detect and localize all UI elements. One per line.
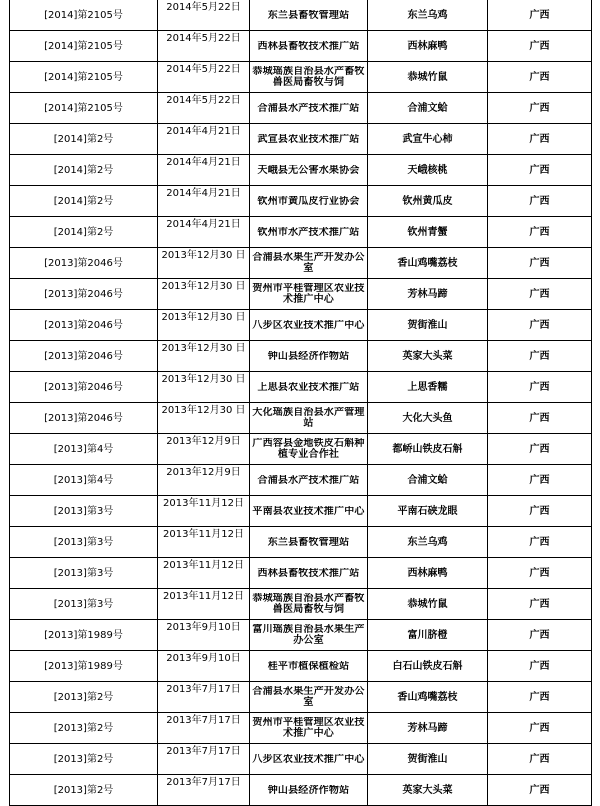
region-cell: 广西 [488, 403, 592, 434]
region-cell: 广西 [488, 62, 592, 93]
doc-number-cell: [2013]第3号 [10, 589, 158, 620]
approval-date-cell: 2013年7月17日 [158, 713, 250, 744]
doc-number-cell: [2014]第2号 [10, 124, 158, 155]
approval-date-cell: 2013年11月12日 [158, 589, 250, 620]
doc-number-cell: [2014]第2105号 [10, 31, 158, 62]
applicant-org-text: 八步区农业技术推广中心 [252, 753, 365, 765]
applicant-org-text: 西林县畜牧技术推广站 [257, 567, 360, 579]
approval-date-cell: 2013年12月30 日 [158, 341, 250, 372]
applicant-org-cell [250, 248, 368, 279]
doc-number-cell: [2013]第2号 [10, 713, 158, 744]
applicant-org-text: 恭城瑶族自治县水产畜牧兽医局畜牧与饲 [252, 593, 365, 615]
doc-number-cell: [2013]第2046号 [10, 279, 158, 310]
product-name-cell: 英家大头菜 [368, 775, 488, 806]
applicant-org-text: 合浦县水果生产开发办公室 [252, 252, 365, 274]
table-row [10, 248, 592, 279]
applicant-org-cell [250, 341, 368, 372]
approval-date-cell: 2013年7月17日 [158, 775, 250, 806]
approval-date-cell: 2013年12月30 日 [158, 248, 250, 279]
approval-date-cell: 2013年7月17日 [158, 744, 250, 775]
approval-date-cell: 2014年5月22日 [158, 0, 250, 31]
approval-date-cell: 2013年9月10日 [158, 651, 250, 682]
applicant-org-text: 上思县农业技术推广站 [257, 381, 360, 393]
region-cell: 广西 [488, 310, 592, 341]
region-cell: 广西 [488, 372, 592, 403]
product-name-cell: 合浦文蛤 [368, 93, 488, 124]
applicant-org-text: 天峨县无公害水果协会 [257, 164, 360, 176]
applicant-org-text: 广西容县金地铁皮石斛种植专业合作社 [252, 438, 365, 460]
applicant-org-cell [250, 527, 368, 558]
table-row [10, 682, 592, 713]
table-row [10, 93, 592, 124]
approval-date-cell: 2014年4月21日 [158, 155, 250, 186]
doc-number-cell: [2013]第1989号 [10, 651, 158, 682]
doc-number-cell: [2013]第2046号 [10, 403, 158, 434]
applicant-org-cell [250, 496, 368, 527]
doc-number-cell: [2013]第2046号 [10, 341, 158, 372]
approval-date-cell: 2013年12月30 日 [158, 279, 250, 310]
applicant-org-text: 武宣县农业技术推广站 [257, 133, 360, 145]
applicant-org-text: 东兰县畜牧管理站 [267, 9, 350, 21]
doc-number-cell: [2014]第2号 [10, 186, 158, 217]
applicant-org-text: 西林县畜牧技术推广站 [257, 40, 360, 52]
doc-number-cell: [2014]第2号 [10, 155, 158, 186]
approval-date-cell: 2014年5月22日 [158, 62, 250, 93]
table-row [10, 124, 592, 155]
product-name-cell: 恭城竹鼠 [368, 589, 488, 620]
applicant-org-cell [250, 124, 368, 155]
table-row [10, 372, 592, 403]
applicant-org-text: 钦州市黄瓜皮行业协会 [257, 195, 360, 207]
table-row [10, 558, 592, 589]
region-cell: 广西 [488, 186, 592, 217]
approval-date-cell: 2013年11月12日 [158, 496, 250, 527]
registration-table [9, 0, 592, 806]
applicant-org-text: 合浦县水果生产开发办公室 [252, 686, 365, 708]
product-name-cell: 武宣牛心柿 [368, 124, 488, 155]
applicant-org-cell [250, 620, 368, 651]
approval-date-cell: 2013年12月9日 [158, 434, 250, 465]
applicant-org-text: 东兰县畜牧管理站 [267, 536, 350, 548]
applicant-org-cell [250, 434, 368, 465]
applicant-org-cell [250, 217, 368, 248]
region-cell: 广西 [488, 0, 592, 31]
product-name-cell: 平南石硖龙眼 [368, 496, 488, 527]
approval-date-cell: 2013年12月30 日 [158, 372, 250, 403]
table-row [10, 589, 592, 620]
product-name-cell: 大化大头鱼 [368, 403, 488, 434]
doc-number-cell: [2013]第2号 [10, 775, 158, 806]
applicant-org-cell [250, 775, 368, 806]
table-row [10, 775, 592, 806]
applicant-org-text: 恭城瑶族自治县水产畜牧兽医局畜牧与饲 [252, 66, 365, 88]
region-cell: 广西 [488, 341, 592, 372]
doc-number-cell: [2014]第2105号 [10, 93, 158, 124]
doc-number-cell: [2013]第4号 [10, 434, 158, 465]
applicant-org-cell [250, 682, 368, 713]
region-cell: 广西 [488, 775, 592, 806]
applicant-org-cell [250, 155, 368, 186]
table-row [10, 62, 592, 93]
approval-date-cell: 2014年4月21日 [158, 124, 250, 155]
region-cell: 广西 [488, 248, 592, 279]
applicant-org-text: 大化瑶族自治县水产管理站 [252, 407, 365, 429]
region-cell: 广西 [488, 496, 592, 527]
region-cell: 广西 [488, 558, 592, 589]
doc-number-cell: [2013]第3号 [10, 558, 158, 589]
doc-number-cell: [2013]第3号 [10, 527, 158, 558]
table-row [10, 0, 592, 31]
applicant-org-text: 钟山县经济作物站 [267, 784, 350, 796]
doc-number-cell: [2013]第2046号 [10, 310, 158, 341]
product-name-cell: 天峨核桃 [368, 155, 488, 186]
applicant-org-cell [250, 403, 368, 434]
table-row [10, 434, 592, 465]
product-name-cell: 上思香糯 [368, 372, 488, 403]
product-name-cell: 贺街淮山 [368, 310, 488, 341]
table-row [10, 186, 592, 217]
table-row [10, 465, 592, 496]
product-name-cell: 钦州青蟹 [368, 217, 488, 248]
region-cell: 广西 [488, 744, 592, 775]
doc-number-cell: [2013]第1989号 [10, 620, 158, 651]
region-cell: 广西 [488, 682, 592, 713]
applicant-org-cell [250, 713, 368, 744]
approval-date-cell: 2013年7月17日 [158, 682, 250, 713]
region-cell: 广西 [488, 465, 592, 496]
product-name-cell: 贺街淮山 [368, 744, 488, 775]
approval-date-cell: 2014年5月22日 [158, 31, 250, 62]
product-name-cell: 西林麻鸭 [368, 558, 488, 589]
table-row [10, 744, 592, 775]
table-row [10, 31, 592, 62]
applicant-org-cell [250, 558, 368, 589]
region-cell: 广西 [488, 651, 592, 682]
table-row [10, 155, 592, 186]
product-name-cell: 钦州黄瓜皮 [368, 186, 488, 217]
approval-date-cell: 2013年12月9日 [158, 465, 250, 496]
product-name-cell: 恭城竹鼠 [368, 62, 488, 93]
product-name-cell: 香山鸡嘴荔枝 [368, 682, 488, 713]
applicant-org-cell [250, 589, 368, 620]
doc-number-cell: [2013]第2046号 [10, 372, 158, 403]
table-row [10, 341, 592, 372]
applicant-org-cell [250, 31, 368, 62]
applicant-org-cell [250, 744, 368, 775]
region-cell: 广西 [488, 713, 592, 744]
applicant-org-cell [250, 62, 368, 93]
applicant-org-text: 贺州市平桂管理区农业技术推广中心 [252, 283, 365, 305]
applicant-org-cell [250, 186, 368, 217]
region-cell: 广西 [488, 155, 592, 186]
applicant-org-text: 合浦县水产技术推广站 [257, 102, 360, 114]
doc-number-cell: [2014]第2号 [10, 217, 158, 248]
product-name-cell: 英家大头菜 [368, 341, 488, 372]
table-row [10, 527, 592, 558]
region-cell: 广西 [488, 527, 592, 558]
product-name-cell: 芳林马蹄 [368, 279, 488, 310]
approval-date-cell: 2013年11月12日 [158, 527, 250, 558]
doc-number-cell: [2013]第2号 [10, 682, 158, 713]
product-name-cell: 芳林马蹄 [368, 713, 488, 744]
applicant-org-text: 八步区农业技术推广中心 [252, 319, 365, 331]
table-row [10, 403, 592, 434]
approval-date-cell: 2014年5月22日 [158, 93, 250, 124]
approval-date-cell: 2014年4月21日 [158, 217, 250, 248]
doc-number-cell: [2014]第2105号 [10, 62, 158, 93]
doc-number-cell: [2013]第3号 [10, 496, 158, 527]
doc-number-cell: [2013]第2046号 [10, 248, 158, 279]
table-body [10, 0, 592, 806]
doc-number-cell: [2014]第2105号 [10, 0, 158, 31]
product-name-cell: 富川脐橙 [368, 620, 488, 651]
region-cell: 广西 [488, 217, 592, 248]
region-cell: 广西 [488, 124, 592, 155]
approval-date-cell: 2013年11月12日 [158, 558, 250, 589]
doc-number-cell: [2013]第4号 [10, 465, 158, 496]
region-cell: 广西 [488, 93, 592, 124]
region-cell: 广西 [488, 589, 592, 620]
product-name-cell: 合浦文蛤 [368, 465, 488, 496]
approval-date-cell: 2014年4月21日 [158, 186, 250, 217]
approval-date-cell: 2013年9月10日 [158, 620, 250, 651]
applicant-org-cell [250, 372, 368, 403]
approval-date-cell: 2013年12月30 日 [158, 310, 250, 341]
applicant-org-text: 平南县农业技术推广中心 [252, 505, 365, 517]
region-cell: 广西 [488, 31, 592, 62]
applicant-org-cell [250, 279, 368, 310]
table-row [10, 496, 592, 527]
region-cell: 广西 [488, 434, 592, 465]
table-row [10, 620, 592, 651]
applicant-org-cell [250, 93, 368, 124]
table-row [10, 713, 592, 744]
table-row [10, 310, 592, 341]
product-name-cell: 香山鸡嘴荔枝 [368, 248, 488, 279]
applicant-org-text: 钦州市水产技术推广站 [257, 226, 360, 238]
product-name-cell: 西林麻鸭 [368, 31, 488, 62]
applicant-org-cell [250, 651, 368, 682]
doc-number-cell: [2013]第2号 [10, 744, 158, 775]
table-row [10, 279, 592, 310]
applicant-org-text: 富川瑶族自治县水果生产办公室 [252, 624, 365, 646]
applicant-org-text: 合浦县水产技术推广站 [257, 474, 360, 486]
region-cell: 广西 [488, 279, 592, 310]
product-name-cell: 东兰乌鸡 [368, 0, 488, 31]
table-row [10, 651, 592, 682]
product-name-cell: 都峤山铁皮石斛 [368, 434, 488, 465]
region-cell: 广西 [488, 620, 592, 651]
applicant-org-text: 钟山县经济作物站 [267, 350, 350, 362]
applicant-org-cell [250, 310, 368, 341]
product-name-cell: 东兰乌鸡 [368, 527, 488, 558]
applicant-org-text: 桂平市植保植检站 [267, 660, 350, 672]
table-row [10, 217, 592, 248]
applicant-org-cell [250, 0, 368, 31]
applicant-org-text: 贺州市平桂管理区农业技术推广中心 [252, 717, 365, 739]
product-name-cell: 白石山铁皮石斛 [368, 651, 488, 682]
approval-date-cell: 2013年12月30 日 [158, 403, 250, 434]
applicant-org-cell [250, 465, 368, 496]
